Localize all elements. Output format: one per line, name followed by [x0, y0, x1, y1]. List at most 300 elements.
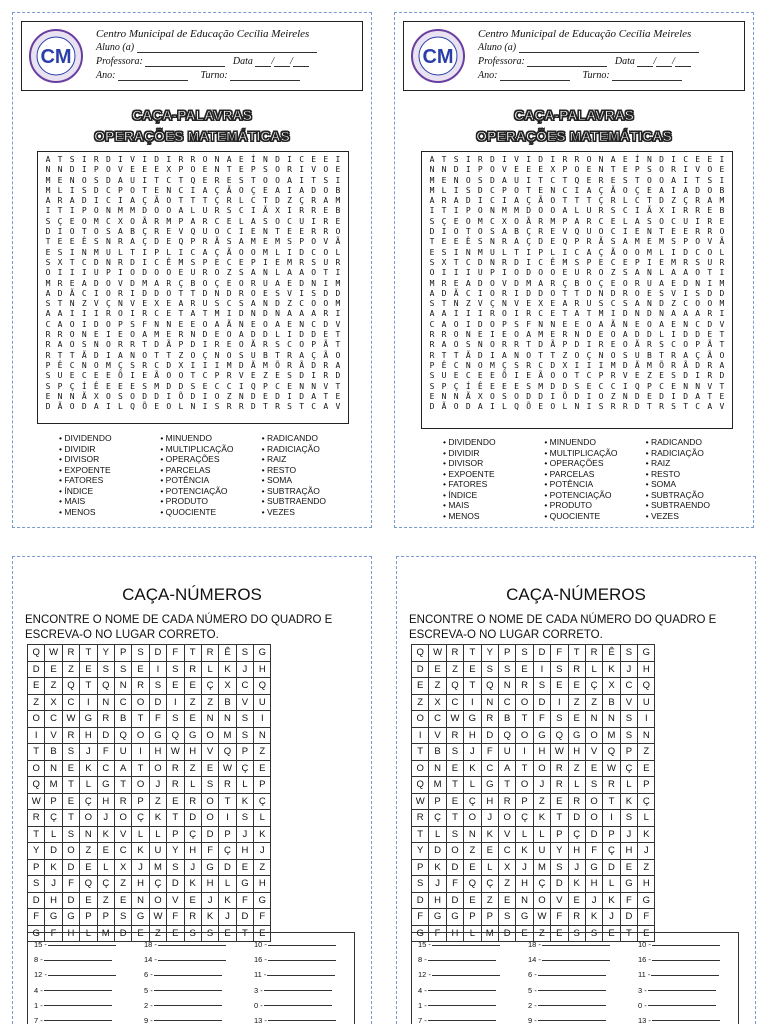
answer-line[interactable] [144, 1013, 254, 1024]
grid-cell: T [132, 760, 149, 777]
grid-cell: E [80, 661, 97, 678]
answer-line[interactable] [144, 967, 254, 982]
answer-line[interactable] [528, 998, 638, 1013]
grid-cell: J [184, 859, 201, 876]
letter-cell: T [659, 350, 664, 360]
letter-row [42, 289, 344, 299]
answer-blank[interactable] [538, 1005, 606, 1006]
letter-cell: O [214, 227, 220, 237]
letter-cell: E [707, 206, 713, 216]
answer-number: 13 - [638, 1015, 651, 1024]
letter-cell: Í [465, 381, 471, 391]
letter-cell: N [659, 309, 664, 319]
grid-cell: S [446, 744, 463, 761]
letter-cell: O [142, 350, 148, 360]
letter-cell: R [190, 299, 196, 309]
letter-cell: I [526, 175, 532, 185]
grid-cell: H [62, 925, 79, 942]
letter-cell: A [202, 247, 208, 257]
answer-blank[interactable] [652, 960, 720, 961]
answer-blank[interactable] [538, 1020, 606, 1021]
answer-line[interactable] [638, 1013, 748, 1024]
answer-blank[interactable] [538, 990, 606, 991]
answer-line[interactable] [638, 967, 748, 982]
grid-cell: D [149, 645, 166, 662]
answer-blank[interactable] [652, 1020, 720, 1021]
letter-cell: X [538, 299, 544, 309]
grid-cell: Z [429, 678, 446, 695]
letter-cell: Ã [610, 319, 616, 329]
answer-number: 10 - [638, 940, 651, 949]
grid-cell: K [568, 876, 585, 893]
letter-cell: B [574, 278, 580, 288]
answer-blank[interactable] [268, 945, 336, 946]
letter-cell: A [250, 268, 256, 278]
letter-cell: R [287, 360, 292, 370]
answer-line[interactable] [418, 937, 528, 952]
letter-cell: S [646, 165, 652, 175]
letter-cell: M [719, 278, 725, 288]
answer-blank[interactable] [48, 975, 116, 976]
letter-cell: E [598, 257, 604, 267]
grid-cell: I [412, 727, 429, 744]
letter-cell: E [226, 175, 232, 185]
answer-line[interactable] [144, 937, 254, 952]
answer-blank[interactable] [428, 960, 496, 961]
letter-cell: I [69, 185, 75, 195]
grid-cell: D [551, 876, 568, 893]
letter-cell: T [719, 340, 725, 350]
letter-cell: D [441, 288, 447, 298]
letter-cell: N [166, 185, 172, 195]
letter-cell: Ã [465, 391, 471, 401]
letter-cell: L [441, 185, 447, 195]
answer-blank[interactable] [154, 1020, 222, 1021]
wordsearch-title: CAÇA-PALAVRAS [131, 107, 253, 123]
answer-line[interactable] [34, 1013, 144, 1024]
grid-cell: M [149, 859, 166, 876]
grid-cell: E [184, 711, 201, 728]
letter-cell: S [514, 319, 519, 329]
letter-cell: N [453, 175, 459, 185]
letter-cell: E [502, 330, 507, 340]
letter-cell: O [69, 319, 75, 329]
letter-cell: M [335, 299, 341, 309]
letter-cell: D [299, 247, 305, 257]
letter-cell: Q [574, 227, 580, 237]
grid-cell: H [45, 892, 62, 909]
answer-blank[interactable] [44, 1020, 112, 1021]
letter-cell: S [118, 391, 123, 401]
answer-blank[interactable] [44, 990, 112, 991]
letter-cell: L [118, 247, 123, 257]
letter-cell: O [586, 155, 592, 164]
grid-cell: E [498, 892, 515, 909]
grid-cell: R [184, 909, 201, 926]
letter-cell: E [238, 155, 244, 164]
grid-cell: G [184, 727, 201, 744]
letter-cell: D [299, 330, 305, 340]
answer-line[interactable] [638, 998, 748, 1013]
letter-cell: Ã [166, 340, 172, 350]
letter-cell: E [178, 319, 184, 329]
grid-cell: E [551, 925, 568, 942]
letter-cell: Z [610, 391, 616, 401]
grid-cell: G [28, 925, 45, 942]
school-name: Centro Municipal de Educação Cecília Meireles [96, 28, 310, 40]
letter-cell: L [659, 330, 664, 340]
answer-line[interactable] [638, 983, 748, 998]
letter-cell: D [659, 299, 664, 309]
letter-cell: T [190, 196, 196, 206]
letter-cell: V [335, 319, 341, 329]
answer-line[interactable] [528, 952, 638, 967]
letter-cell: X [275, 206, 280, 216]
answer-blank[interactable] [268, 1020, 336, 1021]
wordsearch-subtitle: OPERAÇÕES MATEMÁTICAS [476, 128, 672, 144]
letter-cell: O [707, 247, 713, 257]
answer-line[interactable] [418, 967, 528, 982]
answer-line[interactable] [528, 937, 638, 952]
letter-cell: D [142, 391, 148, 401]
letter-cell: E [634, 227, 640, 237]
answer-blank[interactable] [432, 945, 500, 946]
letter-cell: E [598, 330, 604, 340]
answer-blank[interactable] [652, 945, 720, 946]
letter-cell: S [190, 257, 196, 267]
grid-cell: G [446, 909, 463, 926]
answer-blank[interactable] [428, 1005, 496, 1006]
letter-cell: Z [646, 371, 652, 381]
letter-cell: Ç [299, 196, 305, 206]
answer-blank[interactable] [154, 990, 222, 991]
letter-cell: I [57, 227, 63, 237]
letter-cell: P [634, 257, 640, 267]
grid-cell: K [585, 909, 602, 926]
answer-blank[interactable] [158, 960, 226, 961]
grid-cell: J [533, 777, 550, 794]
answer-line[interactable] [144, 983, 254, 998]
letter-cell: O [550, 371, 556, 381]
letter-cell: T [441, 350, 447, 360]
letter-cell: Ç [526, 196, 532, 206]
letter-cell: E [287, 227, 292, 237]
answer-line[interactable] [34, 998, 144, 1013]
letter-cell: I [465, 319, 471, 329]
letter-cell: Ç [214, 196, 220, 206]
letter-cell: E [610, 216, 616, 226]
answer-blank[interactable] [48, 945, 116, 946]
letter-cell: N [489, 257, 495, 267]
letter-cell: I [683, 165, 689, 175]
letter-cell: R [287, 350, 292, 360]
grid-cell: B [429, 744, 446, 761]
letter-cell: U [130, 175, 135, 185]
grid-cell: R [551, 760, 568, 777]
letter-cell: Ã [154, 371, 160, 381]
letter-cell: V [118, 278, 123, 288]
letter-cell: U [57, 371, 63, 381]
letter-cell: O [489, 319, 495, 329]
answer-blank[interactable] [648, 1005, 716, 1006]
letter-cell: T [45, 237, 51, 247]
letter-cell: E [489, 381, 495, 391]
answer-blank[interactable] [542, 960, 610, 961]
grid-cell: R [498, 793, 515, 810]
answer-blank[interactable] [264, 990, 332, 991]
word-item: • RADICANDO [646, 437, 743, 448]
answer-blank[interactable] [268, 960, 336, 961]
letter-cell: E [69, 371, 75, 381]
answer-blank[interactable] [44, 960, 112, 961]
answer-line[interactable] [528, 1013, 638, 1024]
grid-cell: P [167, 826, 184, 843]
word-item: • ÍNDICE [443, 490, 540, 501]
grid-cell: O [62, 843, 79, 860]
letter-cell: M [166, 216, 172, 226]
letter-cell: Ç [118, 360, 123, 370]
letter-cell: R [323, 216, 329, 226]
grid-cell: E [638, 925, 655, 942]
answer-number: 12 - [418, 970, 431, 980]
word-item: • SOMA [646, 479, 743, 490]
answer-line[interactable] [638, 937, 748, 952]
letter-cell: R [226, 402, 232, 412]
letter-cell: Ã [610, 185, 616, 195]
letter-cell: N [81, 330, 87, 340]
letter-cell: D [477, 257, 483, 267]
letter-cell: I [105, 330, 111, 340]
letter-cell: M [178, 257, 184, 267]
letter-cell: D [719, 288, 725, 298]
grid-cell: Q [62, 678, 79, 695]
answer-line[interactable] [528, 967, 638, 982]
letter-cell: N [93, 340, 99, 350]
letter-cell: R [683, 257, 689, 267]
grid-cell: O [585, 810, 602, 827]
letter-cell: S [323, 175, 329, 185]
grid-row [28, 777, 271, 794]
letter-cell: A [287, 175, 292, 185]
grid-cell: E [551, 793, 568, 810]
letter-cell: U [262, 278, 268, 288]
answer-blank[interactable] [154, 975, 222, 976]
grid-cell: X [114, 859, 131, 876]
letter-cell: A [202, 185, 208, 195]
answer-line[interactable] [418, 1013, 528, 1024]
grid-cell: Z [254, 859, 271, 876]
letter-cell: I [622, 381, 628, 391]
grid-cell: O [585, 793, 602, 810]
grid-cell: F [62, 876, 79, 893]
letter-cell: R [526, 360, 532, 370]
letter-cell: I [550, 391, 556, 401]
letter-cell: E [154, 185, 160, 195]
letter-cell: I [683, 288, 689, 298]
grid-cell: K [620, 793, 637, 810]
letter-cell: S [671, 237, 676, 247]
letter-cell: E [538, 402, 544, 412]
letter-cell: U [489, 247, 495, 257]
grid-cell: H [236, 843, 253, 860]
word-item: • SUBTRAENDO [646, 500, 743, 511]
letter-cell: E [166, 227, 172, 237]
answer-line[interactable] [528, 983, 638, 998]
answer-line[interactable] [418, 983, 528, 998]
letter-cell: D [323, 288, 329, 298]
letter-cell: S [190, 381, 196, 391]
letter-cell: R [202, 237, 208, 247]
logo-letters: CM [422, 46, 454, 68]
grid-cell: P [114, 645, 131, 662]
answer-blank[interactable] [538, 975, 606, 976]
letter-cell: D [81, 196, 87, 206]
letter-cell: C [634, 196, 640, 206]
grid-cell: S [516, 645, 533, 662]
grid-cell: P [236, 744, 253, 761]
grid-cell: U [114, 744, 131, 761]
answer-line[interactable] [34, 952, 144, 967]
letter-cell: O [275, 165, 280, 175]
letter-cell: I [190, 185, 196, 195]
grid-cell: C [114, 694, 131, 711]
letter-cell: I [586, 391, 592, 401]
grid-cell: Q [412, 645, 429, 662]
letter-cell: A [118, 350, 123, 360]
letter-cell: D [142, 206, 148, 216]
grid-cell: G [464, 711, 481, 728]
letter-cell: I [130, 371, 135, 381]
letter-cell: I [453, 247, 459, 257]
letter-cell: Ç [598, 196, 604, 206]
letter-cell: I [118, 268, 123, 278]
answer-blank[interactable] [154, 1005, 222, 1006]
letter-cell: A [250, 216, 256, 226]
letter-cell: Z [287, 299, 292, 309]
grid-cell: Z [498, 876, 515, 893]
answer-blank[interactable] [158, 945, 226, 946]
answer-blank[interactable] [651, 975, 719, 976]
letter-cell: A [526, 330, 532, 340]
letter-cell: P [178, 165, 184, 175]
answer-line[interactable] [34, 983, 144, 998]
letter-cell: R [695, 206, 701, 216]
letter-cell: Ã [250, 340, 256, 350]
letter-cell: O [154, 206, 160, 216]
grid-cell: Ç [132, 810, 149, 827]
letter-cell: Ã [262, 206, 268, 216]
letter-cell: X [93, 391, 99, 401]
letter-cell: O [190, 350, 196, 360]
grid-cell: T [80, 678, 97, 695]
answer-blank[interactable] [44, 1005, 112, 1006]
letter-cell: T [190, 371, 196, 381]
answer-line[interactable] [254, 967, 364, 982]
answer-line[interactable] [34, 937, 144, 952]
answer-line[interactable] [254, 952, 364, 967]
letter-cell: D [202, 288, 208, 298]
answer-line[interactable] [418, 952, 528, 967]
letter-cell: Ã [453, 288, 459, 298]
grid-cell: O [149, 760, 166, 777]
letter-row [42, 258, 344, 268]
letter-cell: O [477, 227, 483, 237]
letter-cell: B [262, 350, 268, 360]
answer-blank[interactable] [648, 990, 716, 991]
grid-cell: S [585, 925, 602, 942]
answer-number: 14 - [144, 955, 157, 965]
answer-blank[interactable] [267, 975, 335, 976]
answer-blank[interactable] [542, 945, 610, 946]
letter-cell: Ã [646, 206, 652, 216]
answer-line[interactable] [34, 967, 144, 982]
letter-cell: D [429, 227, 435, 237]
answer-blank[interactable] [264, 1005, 332, 1006]
grid-cell: P [28, 859, 45, 876]
grid-cell: Z [184, 694, 201, 711]
grid-cell: Ç [201, 678, 218, 695]
grid-cell: E [464, 661, 481, 678]
letter-row [42, 186, 344, 196]
grid-cell: W [149, 909, 166, 926]
answer-line[interactable] [254, 937, 364, 952]
letter-cell: I [226, 309, 232, 319]
letter-cell: S [622, 175, 628, 185]
answer-line[interactable] [418, 998, 528, 1013]
answer-blank[interactable] [428, 990, 496, 991]
letter-cell: E [550, 330, 556, 340]
letter-row [426, 289, 728, 299]
letter-cell: Í [250, 155, 256, 164]
letter-cell: C [69, 360, 75, 370]
grid-cell: O [114, 810, 131, 827]
letter-cell: M [429, 185, 435, 195]
letter-cell: I [719, 175, 725, 185]
grid-cell: N [201, 711, 218, 728]
letter-cell: U [202, 299, 208, 309]
answer-line[interactable] [254, 1013, 364, 1024]
grid-cell: C [45, 711, 62, 728]
letter-cell: S [93, 175, 99, 185]
numbersearch-title: CAÇA-NÚMEROS [506, 585, 646, 604]
answer-line[interactable] [638, 952, 748, 967]
letter-cell: Z [671, 196, 676, 206]
answer-line[interactable] [254, 983, 364, 998]
letter-cell: T [574, 288, 580, 298]
grid-cell: C [446, 694, 463, 711]
letter-cell: V [707, 237, 713, 247]
answer-blank[interactable] [432, 975, 500, 976]
letter-cell: R [202, 268, 208, 278]
letter-cell: D [190, 391, 196, 401]
grid-cell: T [551, 810, 568, 827]
grid-cell: F [533, 711, 550, 728]
letter-cell: S [695, 288, 701, 298]
answer-blank[interactable] [428, 1020, 496, 1021]
letter-cell: A [275, 319, 280, 329]
grid-cell: K [45, 859, 62, 876]
grid-row [28, 711, 271, 728]
answer-line[interactable] [144, 998, 254, 1013]
letter-cell: D [93, 319, 99, 329]
letter-cell: Ã [81, 391, 87, 401]
answer-line[interactable] [254, 998, 364, 1013]
answer-line[interactable] [144, 952, 254, 967]
grid-cell: I [28, 727, 45, 744]
letter-cell: O [166, 371, 172, 381]
grid-cell: I [80, 694, 97, 711]
letter-cell: I [287, 247, 292, 257]
